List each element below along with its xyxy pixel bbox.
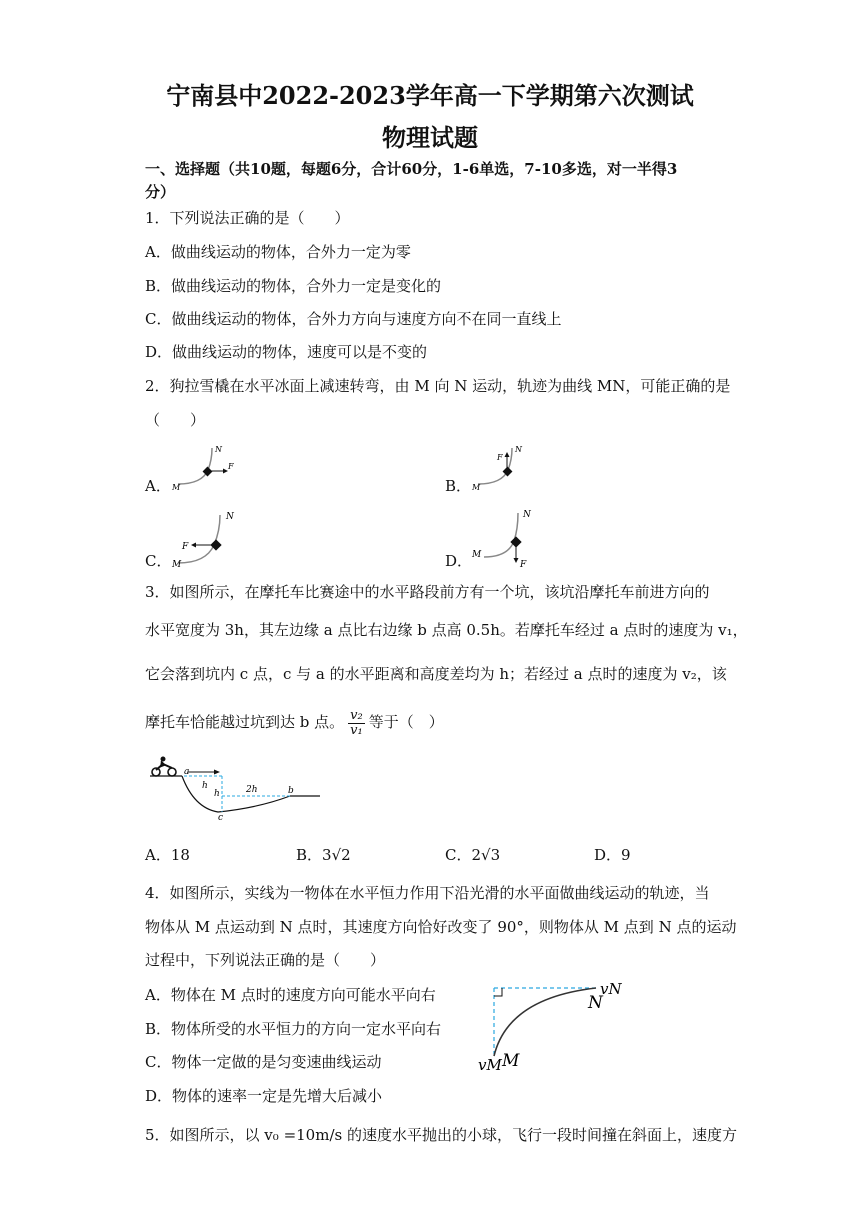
q4-trajectory-figure bbox=[474, 978, 634, 1082]
motorcycle-icon bbox=[152, 757, 176, 777]
q3-stem-line1: 3．如图所示，在摩托车比赛途中的水平路段前方有一个坑，该坑沿摩托车前进方向的 bbox=[145, 583, 710, 601]
svg-text:vN: vN bbox=[600, 980, 622, 998]
svg-text:h: h bbox=[202, 781, 208, 791]
q2-figure-a bbox=[168, 440, 248, 496]
svg-text:M: M bbox=[472, 550, 482, 560]
q4-option-b: B．物体所受的水平恒力的方向一定水平向右 bbox=[145, 1020, 442, 1038]
q2-figure-c bbox=[168, 505, 248, 571]
q5-stem-line1: 5．如图所示，以 v₀ =10m/s 的速度水平抛出的小球，飞行一段时间撞在斜面上，速度方 bbox=[145, 1126, 737, 1144]
q1-option-b: B．做曲线运动的物体，合外力一定是变化的 bbox=[145, 277, 442, 295]
svg-text:a: a bbox=[184, 767, 190, 777]
svg-text:N: N bbox=[588, 993, 603, 1013]
svg-text:M: M bbox=[502, 1051, 520, 1071]
svg-text:c: c bbox=[218, 813, 224, 823]
q2-figure-d bbox=[468, 505, 548, 571]
q1-option-c: C．做曲线运动的物体，合外力方向与速度方向不在同一直线上 bbox=[145, 310, 562, 328]
svg-text:h: h bbox=[214, 789, 220, 799]
q4-stem-line1: 4．如图所示，实线为一物体在水平恒力作用下沿光滑的水平面做曲线运动的轨迹，当 bbox=[145, 884, 710, 902]
svg-text:M: M bbox=[172, 560, 182, 570]
q3-option-b: B．3√2 bbox=[296, 846, 351, 864]
q3-motorcycle-pit-figure bbox=[148, 752, 328, 824]
q3-option-a: A．18 bbox=[145, 846, 190, 864]
velocity-ratio-fraction: $\frac{\text{v₂}}{\text{v₁}}$ bbox=[350, 707, 363, 738]
q3-option-c: C．2√3 bbox=[445, 846, 501, 864]
q2-option-a-label: A． bbox=[145, 477, 171, 495]
exam-title: 宁南县中2022-2023学年高一下学期第六次测试 bbox=[166, 81, 694, 110]
q4-stem-line3: 过程中，下列说法正确的是（ ） bbox=[145, 951, 386, 969]
svg-text:F: F bbox=[182, 542, 189, 552]
q2-stem-line2: （ ） bbox=[145, 411, 206, 429]
exam-subtitle: 物理试题 bbox=[382, 123, 478, 152]
q1-option-d: D．做曲线运动的物体，速度可以是不变的 bbox=[145, 343, 428, 361]
svg-text:vM: vM bbox=[478, 1056, 502, 1074]
q1-option-a: A．做曲线运动的物体，合外力一定为零 bbox=[145, 243, 411, 261]
svg-text:N: N bbox=[226, 512, 234, 522]
q4-option-a: A．物体在 M 点时的速度方向可能水平向右 bbox=[145, 986, 436, 1004]
svg-text:F: F bbox=[228, 462, 234, 471]
q3-option-d: D．9 bbox=[594, 846, 631, 864]
q1-stem: 1．下列说法正确的是（ ） bbox=[145, 209, 350, 227]
svg-text:M: M bbox=[472, 483, 481, 492]
svg-text:N: N bbox=[215, 445, 222, 454]
q4-stem-line2: 物体从 M 点运动到 N 点时，其速度方向恰好改变了 90°，则物体从 M 点到 N 点的运动 bbox=[145, 918, 737, 936]
q4-option-c: C．物体一定做的是匀变速曲线运动 bbox=[145, 1053, 382, 1071]
q3-stem-line4: 摩托车恰能越过坑到达 b 点。 $\frac{\text{v₂}}{\text{v₁}}$ 等于（ ） bbox=[145, 707, 444, 738]
q3-stem-line2: 水平宽度为 3h，其左边缘 a 点比右边缘 b 点高 0.5h。若摩托车经过 a 点时的速度为 v₁， bbox=[145, 621, 748, 639]
q2-option-b-label: B． bbox=[445, 477, 472, 495]
section-heading-line1: 一、选择题（共10题，每题6分，合计60分，1-6单选，7-10多选，对一半得3 bbox=[145, 160, 678, 178]
q4-option-d: D．物体的速率一定是先增大后减小 bbox=[145, 1087, 383, 1105]
svg-text:2h: 2h bbox=[246, 785, 258, 795]
section-heading-line2: 分） bbox=[145, 183, 176, 201]
q2-option-d-label: D． bbox=[445, 552, 473, 570]
svg-text:M: M bbox=[172, 483, 181, 492]
q2-option-c-label: C． bbox=[145, 552, 172, 570]
svg-text:F: F bbox=[520, 560, 527, 570]
q2-figure-b bbox=[468, 440, 548, 496]
q2-stem-line1: 2．狗拉雪橇在水平冰面上减速转弯，由 M 向 N 运动，轨迹为曲线 MN，可能正确的是 bbox=[145, 377, 731, 395]
svg-text:b: b bbox=[288, 786, 294, 796]
svg-text:N: N bbox=[515, 445, 522, 454]
svg-text:F: F bbox=[497, 453, 503, 462]
q3-stem-line3: 它会落到坑内 c 点，c 与 a 的水平距离和高度差均为 h；若经过 a 点时的速度为 v₂，该 bbox=[145, 665, 727, 683]
svg-text:N: N bbox=[523, 510, 531, 520]
